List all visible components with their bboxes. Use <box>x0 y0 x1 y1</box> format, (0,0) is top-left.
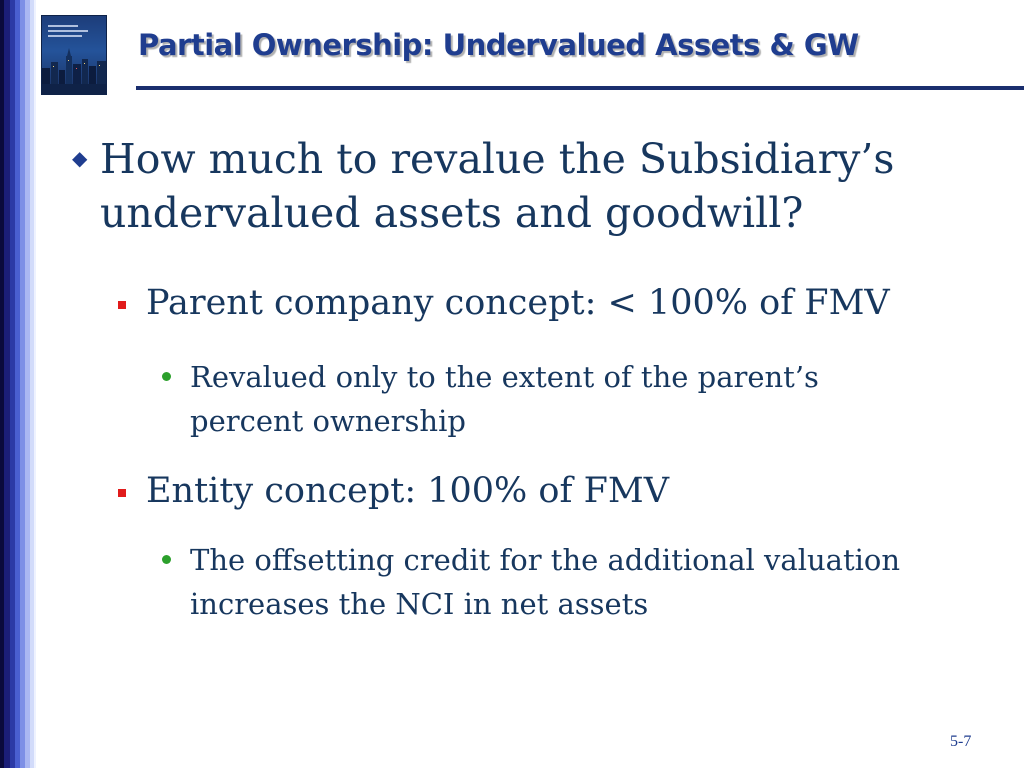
slide-title: Partial Ownership: Undervalued Assets & GW <box>138 28 859 62</box>
title-underline-rule <box>136 86 1024 90</box>
main-bullet-text: How much to revalue the Subsidiary’s undervalued assets and goodwill? <box>100 135 895 237</box>
left-decorative-stripe <box>0 0 36 768</box>
sub-bullet-entity-concept <box>116 467 996 515</box>
sub-bullet-text: Entity concept: 100% of FMV <box>146 471 669 511</box>
sub-bullet-parent-concept <box>116 279 996 327</box>
book-cover-title-line <box>48 35 82 37</box>
sub-bullet-text: Parent company concept: < 100% of FMV <box>146 283 890 323</box>
detail-bullet-text: Revalued only to the extent of the parent’s percent ownership <box>190 360 819 438</box>
detail-bullet-parent-concept <box>160 355 940 443</box>
book-cover-footer <box>42 84 106 94</box>
red-square-bullet-icon <box>116 467 146 515</box>
book-cover-title-line <box>48 30 88 32</box>
detail-bullet-entity-concept <box>160 538 940 626</box>
red-square-bullet-icon <box>116 279 146 327</box>
green-dot-bullet-icon <box>160 355 190 399</box>
detail-bullet-text: The offsetting credit for the additional valuation increases the NCI in net assets <box>190 543 901 621</box>
city-skyline-icon <box>42 46 106 84</box>
slide-number: 5-7 <box>950 733 972 750</box>
green-dot-bullet-icon <box>160 538 190 582</box>
book-cover-title-line <box>48 25 78 27</box>
diamond-bullet-icon: ◆ <box>72 146 88 170</box>
main-bullet <box>72 132 972 240</box>
book-cover-image <box>42 16 106 94</box>
